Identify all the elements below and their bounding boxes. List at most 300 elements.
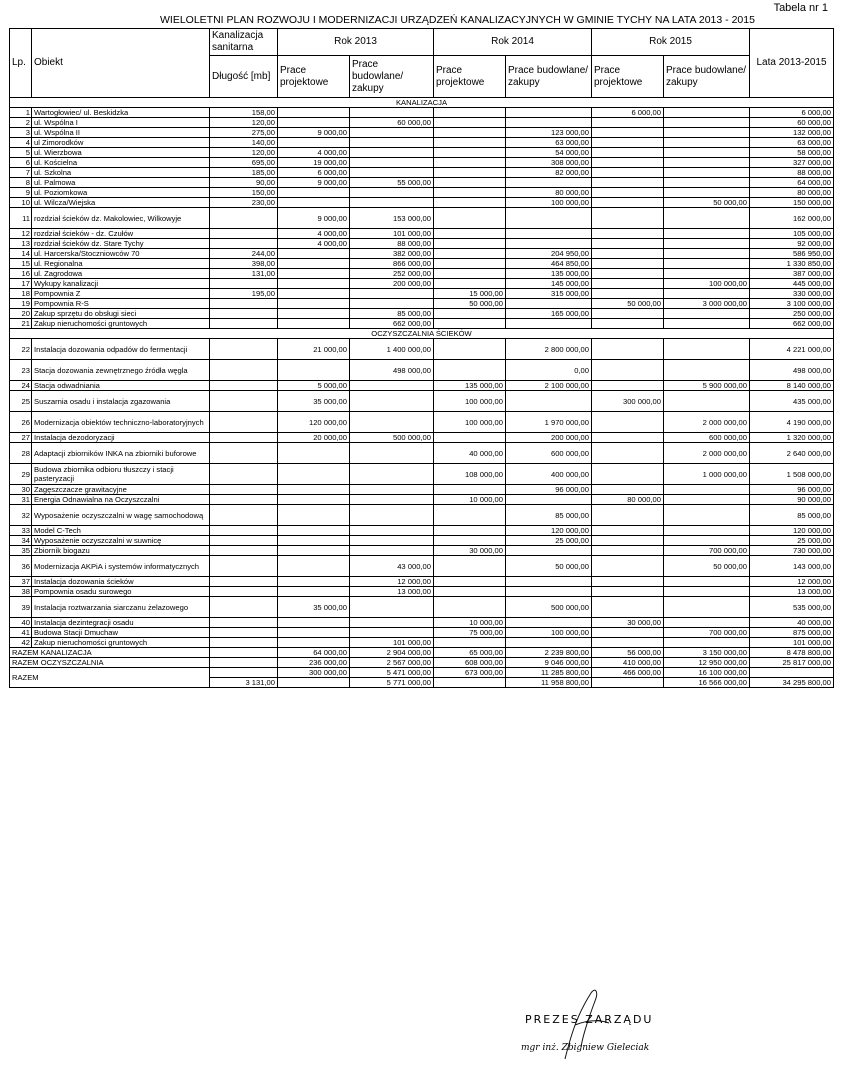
cell-lata: 662 000,00 [750,319,834,329]
cell-projekt-2014 [434,279,506,289]
cell-budowlane-2015: 3 150 000,00 [664,648,750,658]
cell-dlugosc [210,638,278,648]
cell-projekt-2014 [434,259,506,269]
cell-lata: 90 000,00 [750,495,834,505]
cell-budowlane-2013 [350,618,434,628]
header-prace-projektowe-2015: Prace projektowe [592,56,664,98]
header-rok-2015: Rok 2015 [592,29,750,56]
cell-budowlane-2014 [506,587,592,597]
cell-dlugosc [210,299,278,309]
cell-projekt-2014 [434,319,506,329]
cell-projekt-2015 [592,577,664,587]
cell-lp: 13 [10,239,32,249]
cell-lp: 4 [10,138,32,148]
cell-dlugosc: 230,00 [210,198,278,208]
cell-budowlane-2013 [350,158,434,168]
cell-projekt-2015 [592,526,664,536]
cell-budowlane-2013: 2 567 000,00 [350,658,434,668]
cell-budowlane-2014 [506,391,592,412]
cell-budowlane-2014 [506,577,592,587]
cell-budowlane-2015: 16 100 000,00 [664,668,750,678]
cell-lp: 39 [10,597,32,618]
cell-dlugosc [210,597,278,618]
cell-budowlane-2014: 100 000,00 [506,198,592,208]
cell-budowlane-2015: 50 000,00 [664,556,750,577]
cell-budowlane-2015: 600 000,00 [664,433,750,443]
cell-budowlane-2014: 200 000,00 [506,433,592,443]
cell-projekt-2013: 21 000,00 [278,339,350,360]
cell-projekt-2015 [592,597,664,618]
table-row [10,319,834,329]
cell-dlugosc [210,658,278,668]
cell-lata: 34 295 800,00 [750,678,834,688]
cell-budowlane-2014: 315 000,00 [506,289,592,299]
table-row [10,138,834,148]
cell-projekt-2015 [592,198,664,208]
cell-projekt-2014: 135 000,00 [434,381,506,391]
cell-projekt-2014: 30 000,00 [434,546,506,556]
cell-lp: 10 [10,198,32,208]
cell-lp: 12 [10,229,32,239]
cell-projekt-2015 [592,678,664,688]
cell-budowlane-2015 [664,618,750,628]
cell-lata: 162 000,00 [750,208,834,229]
cell-budowlane-2015 [664,495,750,505]
cell-budowlane-2013: 88 000,00 [350,239,434,249]
cell-budowlane-2015 [664,148,750,158]
table-row [10,433,834,443]
cell-projekt-2015 [592,138,664,148]
cell-lata: 586 950,00 [750,249,834,259]
cell-projekt-2015: 80 000,00 [592,495,664,505]
table-row [10,128,834,138]
table-row [10,208,834,229]
cell-budowlane-2014: 54 000,00 [506,148,592,158]
cell-obiekt: Suszarnia osadu i instalacja zgazowania [32,391,210,412]
table-row [10,556,834,577]
cell-budowlane-2013: 498 000,00 [350,360,434,381]
table-row [10,546,834,556]
cell-lp: 1 [10,108,32,118]
cell-projekt-2014 [434,168,506,178]
cell-budowlane-2014: 120 000,00 [506,526,592,536]
header-prace-budowlane-2013: Prace budowlane/ zakupy [350,56,434,98]
cell-lata: 40 000,00 [750,618,834,628]
cell-lp: 33 [10,526,32,536]
cell-projekt-2014: 100 000,00 [434,412,506,433]
cell-projekt-2013 [278,319,350,329]
table-row [10,526,834,536]
cell-projekt-2015 [592,638,664,648]
table-row [10,178,834,188]
cell-budowlane-2013: 12 000,00 [350,577,434,587]
table-row [10,229,834,239]
cell-projekt-2014: 15 000,00 [434,289,506,299]
cell-budowlane-2014: 2 800 000,00 [506,339,592,360]
cell-lata: 25 000,00 [750,536,834,546]
document-title: WIELOLETNI PLAN ROZWOJU I MODERNIZACJI URZĄDZEŃ KANALIZACYJNYCH W GMINIE TYCHY NA LATA 2013 - 2015 [160,14,755,26]
cell-projekt-2015: 30 000,00 [592,618,664,628]
cell-projekt-2013: 35 000,00 [278,597,350,618]
table-row [10,289,834,299]
cell-budowlane-2015 [664,128,750,138]
table-row [10,269,834,279]
cell-dlugosc: 120,00 [210,148,278,158]
section-title-kanalizacja: KANALIZACJA [10,98,834,108]
cell-dlugosc [210,319,278,329]
cell-projekt-2013: 19 000,00 [278,158,350,168]
cell-lata: 1 320 000,00 [750,433,834,443]
cell-projekt-2013: 300 000,00 [278,668,350,678]
cell-dlugosc [210,577,278,587]
cell-obiekt: Instalacja roztwarzania siarczanu żelazowego [32,597,210,618]
cell-projekt-2015 [592,249,664,259]
cell-projekt-2013 [278,495,350,505]
cell-budowlane-2014 [506,495,592,505]
table-row [10,360,834,381]
cell-lp: 35 [10,546,32,556]
cell-lata: 330 000,00 [750,289,834,299]
header-rok-2013: Rok 2013 [278,29,434,56]
cell-budowlane-2015 [664,168,750,178]
cell-lp: 5 [10,148,32,158]
cell-budowlane-2014: 85 000,00 [506,505,592,526]
cell-projekt-2015 [592,229,664,239]
table-row [10,381,834,391]
cell-budowlane-2013: 101 000,00 [350,229,434,239]
cell-lata: 12 000,00 [750,577,834,587]
cell-dlugosc [210,546,278,556]
cell-projekt-2015: 410 000,00 [592,658,664,668]
cell-obiekt: Wyposażenie oczyszczalni w wagę samochodową [32,505,210,526]
cell-dlugosc: 695,00 [210,158,278,168]
cell-budowlane-2014 [506,638,592,648]
cell-projekt-2014 [434,148,506,158]
cell-budowlane-2014: 600 000,00 [506,443,592,464]
cell-lata [750,668,834,678]
cell-budowlane-2014: 400 000,00 [506,464,592,485]
cell-dlugosc: 158,00 [210,108,278,118]
cell-projekt-2015 [592,158,664,168]
table-row [10,279,834,289]
cell-budowlane-2015 [664,188,750,198]
cell-budowlane-2013: 60 000,00 [350,118,434,128]
cell-budowlane-2013 [350,536,434,546]
cell-lata: 92 000,00 [750,239,834,249]
cell-budowlane-2015 [664,289,750,299]
total-kanalizacja-row [10,648,834,658]
cell-budowlane-2014 [506,229,592,239]
header-obiekt: Obiekt [32,29,210,98]
cell-obiekt: Modernizacja AKPiA i systemów informatycznych [32,556,210,577]
cell-budowlane-2013 [350,168,434,178]
cell-dlugosc [210,412,278,433]
cell-lata: 875 000,00 [750,628,834,638]
cell-lata: 327 000,00 [750,158,834,168]
cell-projekt-2015 [592,433,664,443]
cell-lp: 28 [10,443,32,464]
cell-lata: 143 000,00 [750,556,834,577]
cell-projekt-2014 [434,108,506,118]
cell-obiekt: Stacja odwadniania [32,381,210,391]
cell-obiekt: Zakup nieruchomości gruntowych [32,319,210,329]
cell-obiekt: ul. Wspólna I [32,118,210,128]
cell-projekt-2013 [278,360,350,381]
cell-budowlane-2014: 2 100 000,00 [506,381,592,391]
cell-budowlane-2013: 5 771 000,00 [350,678,434,688]
cell-budowlane-2014: 82 000,00 [506,168,592,178]
cell-lp: 15 [10,259,32,269]
cell-projekt-2013 [278,505,350,526]
cell-projekt-2014 [434,577,506,587]
cell-budowlane-2014: 100 000,00 [506,628,592,638]
cell-budowlane-2014 [506,239,592,249]
cell-budowlane-2014 [506,319,592,329]
cell-projekt-2013 [278,587,350,597]
table-row [10,239,834,249]
cell-dlugosc: 120,00 [210,118,278,128]
cell-dlugosc [210,464,278,485]
cell-projekt-2013: 20 000,00 [278,433,350,443]
cell-dlugosc [210,309,278,319]
cell-dlugosc [210,485,278,495]
cell-budowlane-2015 [664,229,750,239]
cell-budowlane-2014: 50 000,00 [506,556,592,577]
cell-projekt-2014 [434,138,506,148]
cell-budowlane-2014: 165 000,00 [506,309,592,319]
cell-budowlane-2013 [350,391,434,412]
cell-obiekt: Budowa Stacji Dmuchaw [32,628,210,638]
cell-dlugosc [210,433,278,443]
cell-budowlane-2013: 866 000,00 [350,259,434,269]
cell-budowlane-2015 [664,309,750,319]
header-prace-projektowe-2013: Prace projektowe [278,56,350,98]
cell-budowlane-2013: 153 000,00 [350,208,434,229]
cell-lp: 9 [10,188,32,198]
table-row [10,618,834,628]
total-razem-row [10,668,834,678]
cell-budowlane-2015 [664,138,750,148]
cell-budowlane-2014 [506,546,592,556]
header-prace-projektowe-2014: Prace projektowe [434,56,506,98]
cell-projekt-2014 [434,433,506,443]
section-row [10,329,834,339]
cell-obiekt: Adaptacji zbiorników INKA na zbiorniki buforowe [32,443,210,464]
table-row [10,443,834,464]
cell-lata: 13 000,00 [750,587,834,597]
cell-budowlane-2013: 13 000,00 [350,587,434,597]
cell-dlugosc: 90,00 [210,178,278,188]
table-header [10,29,834,98]
cell-projekt-2013: 4 000,00 [278,229,350,239]
cell-budowlane-2015: 3 000 000,00 [664,299,750,309]
table-row [10,309,834,319]
cell-obiekt: Model C-Tech [32,526,210,536]
cell-budowlane-2013: 662 000,00 [350,319,434,329]
cell-projekt-2013 [278,577,350,587]
cell-projekt-2014 [434,597,506,618]
cell-budowlane-2013 [350,597,434,618]
cell-projekt-2013 [278,678,350,688]
signature-stamp [505,985,705,1065]
cell-budowlane-2013 [350,299,434,309]
cell-dlugosc [210,526,278,536]
cell-lata: 25 817 000,00 [750,658,834,668]
cell-projekt-2015 [592,279,664,289]
cell-projekt-2015 [592,148,664,158]
cell-projekt-2013: 35 000,00 [278,391,350,412]
cell-projekt-2014 [434,536,506,546]
signature-name: mgr inż. Zbigniew Gieleciak [521,1043,650,1053]
cell-obiekt: Budowa zbiornika odbioru tłuszczy i stacji pasteryzacji [32,464,210,485]
cell-dlugosc [210,381,278,391]
total-oczyszczalnia-row [10,658,834,668]
cell-obiekt: Wykupy kanalizacji [32,279,210,289]
cell-budowlane-2014: 11 285 800,00 [506,668,592,678]
header-lata: Lata 2013-2015 [750,29,834,98]
cell-lata: 88 000,00 [750,168,834,178]
cell-budowlane-2013 [350,546,434,556]
cell-dlugosc [210,239,278,249]
cell-budowlane-2015: 100 000,00 [664,279,750,289]
cell-projekt-2013 [278,618,350,628]
cell-budowlane-2015: 700 000,00 [664,628,750,638]
table-row [10,505,834,526]
cell-projekt-2014 [434,178,506,188]
cell-projekt-2015 [592,259,664,269]
cell-lp: 38 [10,587,32,597]
cell-projekt-2015 [592,208,664,229]
cell-budowlane-2014 [506,118,592,128]
cell-budowlane-2014: 0,00 [506,360,592,381]
cell-budowlane-2015: 50 000,00 [664,198,750,208]
cell-lata: 535 000,00 [750,597,834,618]
cell-lp: 18 [10,289,32,299]
cell-projekt-2014: 50 000,00 [434,299,506,309]
cell-budowlane-2014: 135 000,00 [506,269,592,279]
cell-lp: 11 [10,208,32,229]
cell-budowlane-2015: 12 950 000,00 [664,658,750,668]
cell-projekt-2015 [592,464,664,485]
cell-projekt-2014: 608 000,00 [434,658,506,668]
cell-dlugosc [210,668,278,678]
cell-dlugosc [210,648,278,658]
cell-budowlane-2014: 11 958 800,00 [506,678,592,688]
cell-lata: 445 000,00 [750,279,834,289]
cell-dlugosc [210,495,278,505]
cell-budowlane-2013: 43 000,00 [350,556,434,577]
cell-lata: 6 000,00 [750,108,834,118]
cell-dlugosc [210,618,278,628]
cell-lp: 7 [10,168,32,178]
cell-projekt-2014 [434,118,506,128]
cell-lp: 22 [10,339,32,360]
cell-projekt-2014 [434,239,506,249]
cell-obiekt: ul. Regionalna [32,259,210,269]
cell-projekt-2013: 4 000,00 [278,239,350,249]
table-row [10,464,834,485]
cell-projekt-2014 [434,339,506,360]
cell-lp: 16 [10,269,32,279]
cell-obiekt: Modernizacja obiektów techniczno-laboratoryjnych [32,412,210,433]
cell-lata: 4 190 000,00 [750,412,834,433]
cell-dlugosc [210,229,278,239]
cell-obiekt: Wyposażenie oczyszczalni w suwnicę [32,536,210,546]
table-row [10,158,834,168]
cell-obiekt: Energia Odnawialna na Oczyszczalni [32,495,210,505]
cell-lata: 1 508 000,00 [750,464,834,485]
table-row [10,299,834,309]
cell-lata: 80 000,00 [750,188,834,198]
cell-projekt-2014 [434,485,506,495]
cell-budowlane-2013: 382 000,00 [350,249,434,259]
cell-obiekt: ul. Poziomkowa [32,188,210,198]
cell-budowlane-2014: 204 950,00 [506,249,592,259]
cell-dlugosc [210,536,278,546]
cell-projekt-2015 [592,168,664,178]
cell-projekt-2014 [434,269,506,279]
cell-budowlane-2013 [350,381,434,391]
cell-lata: 105 000,00 [750,229,834,239]
cell-projekt-2015 [592,381,664,391]
cell-projekt-2014: 75 000,00 [434,628,506,638]
cell-lata: 60 000,00 [750,118,834,128]
cell-projekt-2015 [592,546,664,556]
cell-budowlane-2015: 16 566 000,00 [664,678,750,688]
cell-budowlane-2013 [350,188,434,198]
cell-budowlane-2013: 85 000,00 [350,309,434,319]
cell-projekt-2015 [592,128,664,138]
cell-projekt-2014: 673 000,00 [434,668,506,678]
cell-projekt-2015 [592,269,664,279]
cell-dlugosc [210,279,278,289]
cell-budowlane-2015 [664,577,750,587]
cell-projekt-2013 [278,289,350,299]
cell-lp: 21 [10,319,32,329]
cell-projekt-2013 [278,198,350,208]
cell-projekt-2013 [278,259,350,269]
cell-lata: 58 000,00 [750,148,834,158]
cell-projekt-2015 [592,443,664,464]
cell-projekt-2014 [434,158,506,168]
cell-lata: 250 000,00 [750,309,834,319]
cell-lata: 8 140 000,00 [750,381,834,391]
cell-budowlane-2014 [506,208,592,229]
header-lp: Lp. [10,29,32,98]
cell-projekt-2015 [592,587,664,597]
cell-projekt-2013: 5 000,00 [278,381,350,391]
cell-budowlane-2013: 55 000,00 [350,178,434,188]
cell-budowlane-2013 [350,495,434,505]
cell-obiekt: Instalacja dezintegracji osadu [32,618,210,628]
table-row [10,118,834,128]
cell-obiekt: Pompownia R-S [32,299,210,309]
cell-lata: 132 000,00 [750,128,834,138]
cell-budowlane-2013 [350,128,434,138]
cell-lp: 24 [10,381,32,391]
cell-lata: 730 000,00 [750,546,834,556]
cell-projekt-2014 [434,678,506,688]
cell-projekt-2015 [592,319,664,329]
cell-budowlane-2014: 9 046 000,00 [506,658,592,668]
cell-dlugosc: 185,00 [210,168,278,178]
cell-lp: 41 [10,628,32,638]
cell-lp: 40 [10,618,32,628]
cell-lata: 2 640 000,00 [750,443,834,464]
table-row [10,587,834,597]
cell-projekt-2014 [434,587,506,597]
cell-projekt-2013 [278,249,350,259]
